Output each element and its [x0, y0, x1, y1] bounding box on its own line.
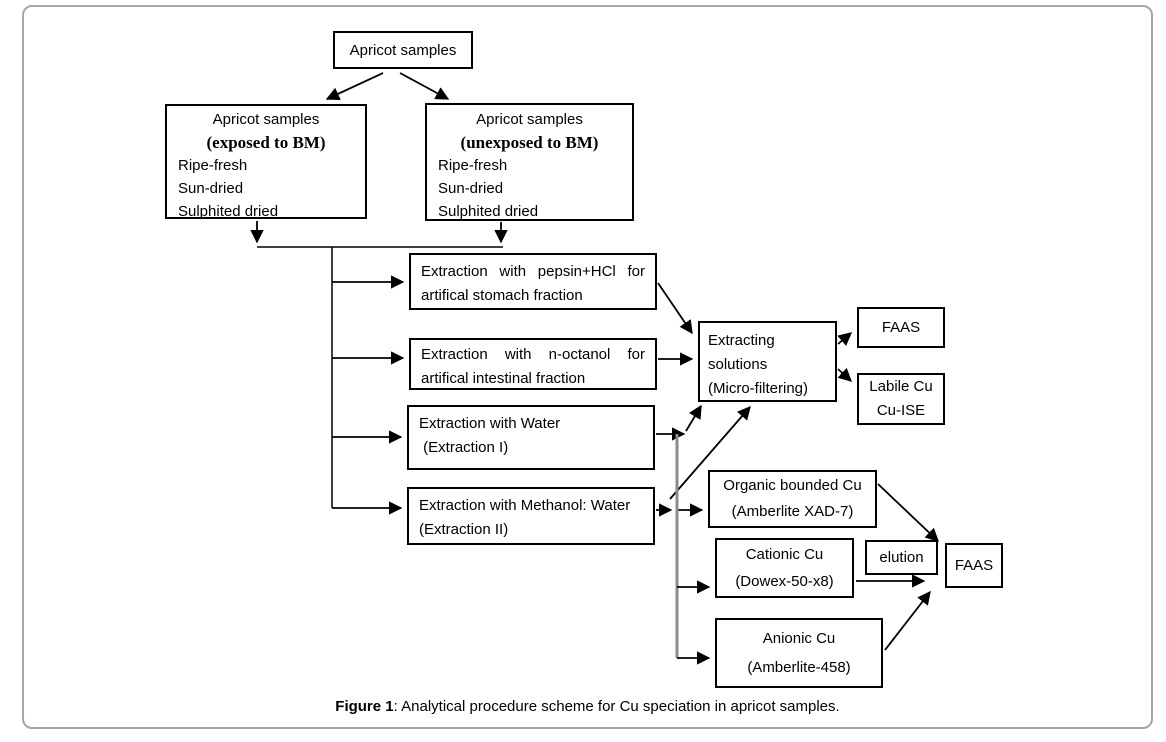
box-label: (Amberlite XAD-7): [731, 503, 854, 520]
figure-caption: [22, 698, 1153, 715]
box-label: (Dowex-50-x8): [735, 573, 834, 590]
extracting-solutions-box: [698, 321, 837, 402]
box-subtitle: (unexposed to BM): [460, 133, 599, 152]
box-label: Extracting: [708, 332, 775, 349]
box-label: (Extraction II): [419, 521, 509, 538]
box-subtitle: (exposed to BM): [206, 133, 326, 152]
box-label: elution: [879, 549, 924, 566]
list-item: Ripe-fresh: [178, 157, 248, 174]
organic-bounded-cu-box: [708, 470, 877, 528]
cationic-cu-box: [715, 538, 854, 598]
faas-bottom-box: [945, 543, 1003, 588]
box-label: Extraction with Methanol: Water: [419, 497, 631, 514]
elution-box: [865, 540, 938, 575]
box-label: FAAS: [954, 557, 994, 574]
box-label: Apricot samples: [349, 41, 457, 59]
box-label: solutions: [708, 356, 768, 373]
figure-caption-text: : Analytical procedure scheme for Cu speciation in apricot samples.: [393, 698, 840, 715]
water-extraction-box: [407, 405, 655, 470]
list-item: Sulphited dried: [438, 203, 539, 220]
box-label: Labile Cu: [869, 378, 933, 395]
box-label: Extraction with n-octanol for: [421, 346, 645, 363]
apricot-samples-box: [333, 31, 473, 69]
box-label: FAAS: [881, 319, 921, 336]
box-label: Apricot samples: [476, 111, 583, 128]
labile-cu-box: [857, 373, 945, 425]
box-label: Apricot samples: [212, 111, 320, 128]
box-label: Anionic Cu: [762, 630, 836, 647]
octanol-extraction-box: [409, 338, 657, 390]
box-label: Cationic Cu: [745, 546, 824, 563]
unexposed-samples-box: [425, 103, 634, 221]
faas-top-box: [857, 307, 945, 348]
list-item: Ripe-fresh: [438, 157, 508, 174]
box-label: (Amberlite-458): [747, 659, 851, 676]
box-label: Cu-ISE: [876, 402, 926, 419]
list-item: Sun-dried: [438, 180, 504, 197]
list-item: Sun-dried: [178, 180, 244, 197]
methanol-extraction-box: [407, 487, 655, 545]
box-label: (Extraction I): [419, 439, 509, 456]
box-label: artifical intestinal fraction: [421, 370, 586, 387]
box-label: Extraction with Water: [419, 415, 561, 432]
box-label: Organic bounded Cu: [723, 477, 862, 494]
box-label: artifical stomach fraction: [421, 287, 583, 304]
pepsin-extraction-box: [409, 253, 657, 310]
figure-caption-label: Figure 1: [335, 698, 394, 715]
exposed-samples-box: [165, 104, 367, 219]
box-label: (Micro-filtering): [708, 380, 809, 397]
anionic-cu-box: [715, 618, 883, 688]
list-item: Sulphited dried: [178, 203, 279, 220]
box-label: Extraction with pepsin+HCl for: [421, 263, 645, 280]
